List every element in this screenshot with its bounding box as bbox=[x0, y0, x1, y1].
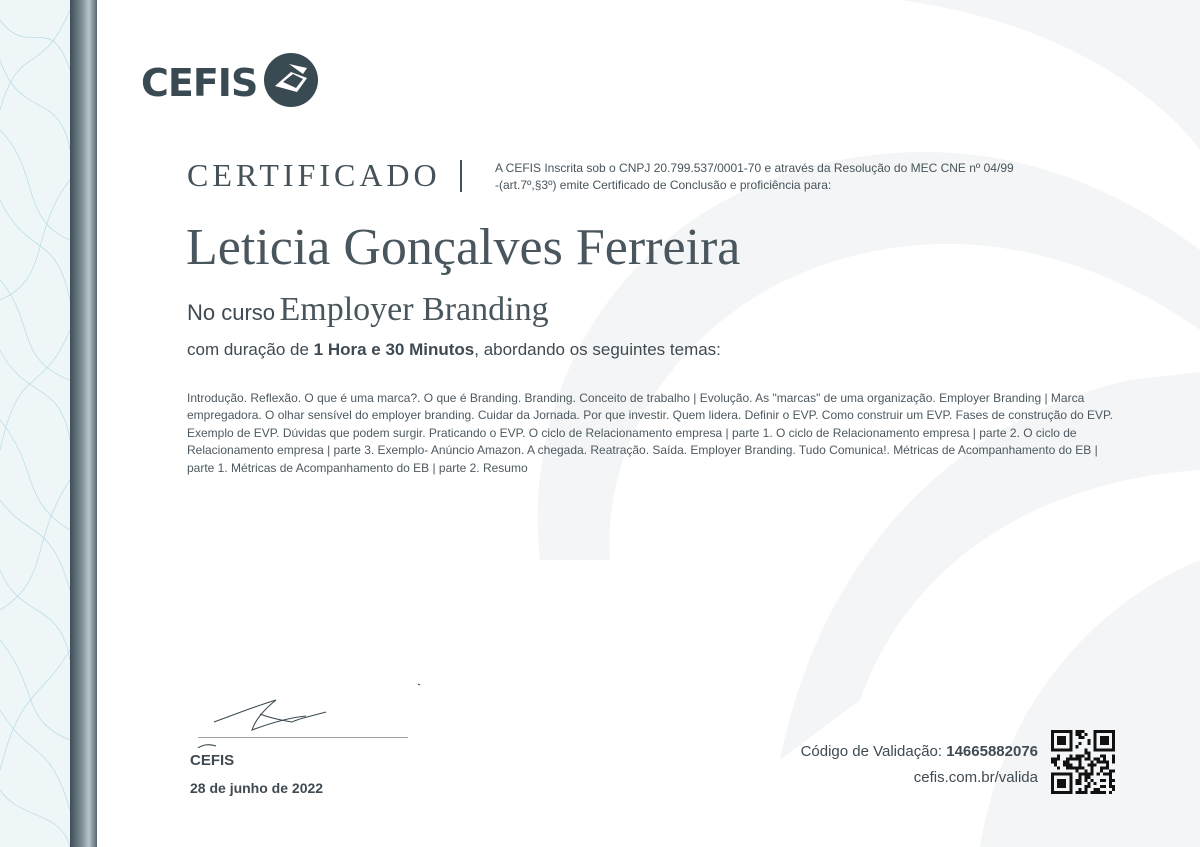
side-bar bbox=[70, 0, 97, 847]
issue-date: 28 de junho de 2022 bbox=[190, 780, 324, 796]
duration-suffix: , abordando os seguintes temas: bbox=[474, 340, 721, 359]
legal-text: A CEFIS Inscrita sob o CNPJ 20.799.537/0001-70 e através da Resolução do MEC CNE nº 04/99 -(art.7º,§3º) emite Certificado de Conclusão e proficiência para: bbox=[495, 161, 1014, 192]
cefis-emblem-icon bbox=[263, 52, 319, 113]
duration-prefix: com duração de bbox=[187, 340, 309, 359]
signature bbox=[196, 678, 426, 753]
title-divider bbox=[460, 160, 462, 192]
course-line bbox=[187, 291, 549, 329]
decorative-pattern bbox=[0, 0, 70, 847]
course-duration: 1 Hora e 30 Minutos bbox=[313, 340, 475, 359]
duration-line bbox=[187, 340, 721, 360]
course-prefix: No curso bbox=[187, 300, 276, 325]
logo-text: CEFIS bbox=[141, 60, 258, 105]
validation-url[interactable]: cefis.com.br/valida bbox=[913, 769, 1038, 786]
student-name: Leticia Gonçalves Ferreira bbox=[186, 219, 741, 276]
cefis-logo bbox=[141, 52, 319, 113]
validation-info bbox=[801, 739, 1038, 791]
certificate-title: CERTIFICADO bbox=[187, 157, 441, 193]
qr-code[interactable] bbox=[1051, 730, 1115, 794]
issuer-name: CEFIS bbox=[190, 752, 235, 769]
course-name: Employer Branding bbox=[279, 291, 549, 328]
validation-label: Código de Validação: bbox=[800, 743, 943, 760]
validation-code: 14665882076 bbox=[946, 743, 1038, 760]
signature-line bbox=[198, 737, 408, 738]
course-topics: Introdução. Reflexão. O que é uma marca?. O que é Branding. Branding. Conceito de trabalho | Evolução. As "marcas" de uma organização. Employer Branding | Marca empregadora. O olhar sensível do employer branding. Cuidar da Jornada. Por que investir. Quem lidera. Definir o EVP. Como construir um EVP. Fases de construção do EVP. Exemplo de EVP. Dúvidas que podem surgir. Praticando o EVP. O ciclo de Relacionamento empresa | parte 1. O ciclo de Relacionamento empresa | parte 2. O ciclo de Relacionamento empresa | parte 3. Exemplo- Anúncio Amazon. A chegada. Reatração. Saída. Employer Branding. Tudo Comunica!. Métricas de Acompanhamento do EB | parte 1. Métricas de Acompanhamento do EB | parte 2. Resumo bbox=[187, 391, 1113, 475]
